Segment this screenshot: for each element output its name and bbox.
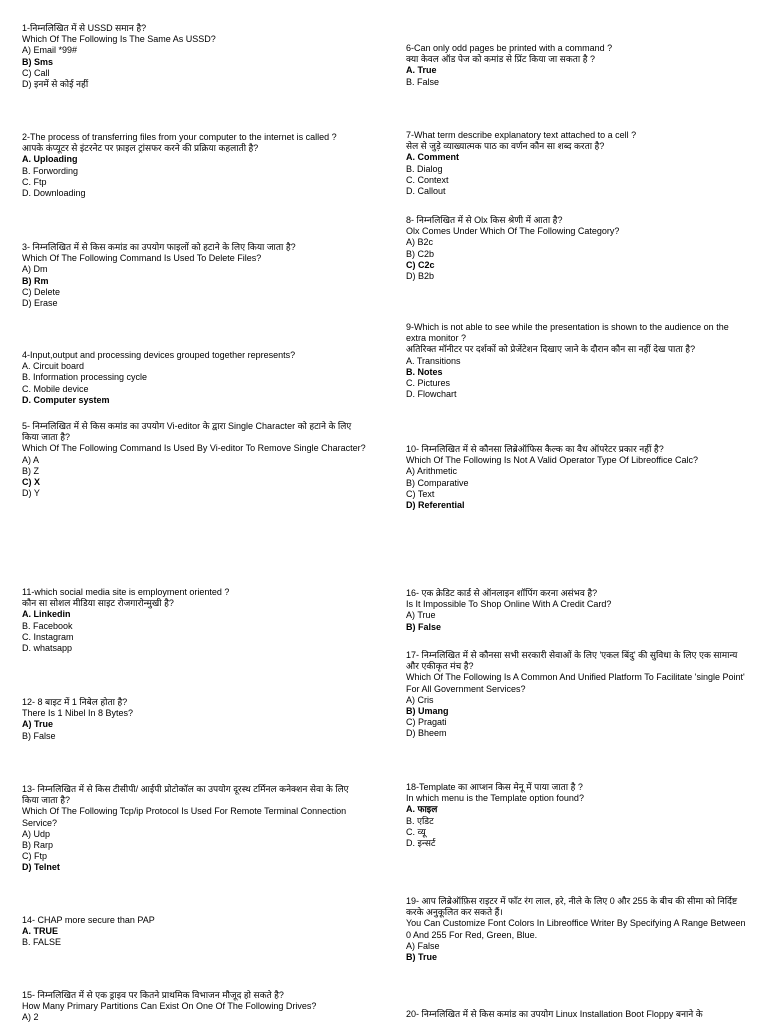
option-a: A) Arithmetic <box>406 466 458 477</box>
question-17 <box>406 650 751 740</box>
question-english: How Many Primary Partitions Can Exist On One Of The Following Drives? <box>22 1001 317 1012</box>
question-6 <box>406 43 751 88</box>
option-c: C) Ftp <box>22 851 48 862</box>
option-d: D. Downloading <box>22 188 86 199</box>
question-hindi: क्या केवल ऑड पेज को कमांड से प्रिंट किया जा सकता है ? <box>406 54 596 65</box>
option-b: B) False <box>22 730 56 741</box>
option-c: C. Mobile device <box>22 383 89 394</box>
question-hindi: 12- 8 बाइट में 1 निबेल होता है? <box>22 697 128 707</box>
question-hindi: 10- निम्नलिखित में से कौनसा लिब्रेऑफिस कैल्क का वैध ऑपरेटर प्रकार नहीं है? <box>406 444 664 454</box>
question-english: Olx Comes Under Which Of The Following Category? <box>406 226 620 237</box>
question-12 <box>22 697 367 742</box>
question-english: 2-The process of transferring files from your computer to the internet is called ? <box>22 132 337 142</box>
question-hindi: 20- निम्नलिखित में से किस कमांड का उपयोग Linux Installation Boot Floppy बनाने के <box>406 1009 703 1019</box>
option-b-correct: B) Umang <box>406 706 449 717</box>
option-c: C. व्यू <box>406 826 426 837</box>
question-hindi: 8- निम्नलिखित में से Olx किस श्रेणी में आता है? <box>406 215 563 225</box>
question-english: Which Of The Following Is The Same As USSD? <box>22 34 216 45</box>
option-c: C. Pictures <box>406 378 451 389</box>
option-c: C) Delete <box>22 286 61 297</box>
question-16 <box>406 588 751 633</box>
question-english: Which Of The Following Command Is Used To Delete Files? <box>22 253 262 264</box>
question-english: Which Of The Following Is Not A Valid Operator Type Of Libreoffice Calc? <box>406 455 698 466</box>
option-b: B. False <box>406 76 440 87</box>
question-11 <box>22 587 367 654</box>
option-d: D) B2b <box>406 271 435 282</box>
question-hindi: अतिरिक्त मॉनीटर पर दर्शकों को प्रेजेंटेशन दिखाए जाने के दौरान कौन सा नहीं देख पाता है? <box>406 344 696 355</box>
question-english: 11-which social media site is employment oriented ? <box>22 587 230 597</box>
option-d-correct: D) Telnet <box>22 862 60 873</box>
question-14 <box>22 915 367 949</box>
question-english: You Can Customize Font Colors In Libreoffice Writer By Specifying A Range Between 0 And 255 For Red, Green, Blue. <box>406 918 746 940</box>
question-1 <box>22 23 367 90</box>
option-b-correct: B) Rm <box>22 275 49 286</box>
option-c-correct: C) C2c <box>406 259 435 270</box>
question-15 <box>22 990 367 1024</box>
question-7 <box>406 130 751 197</box>
option-a-correct: A. Linkedin <box>22 609 71 620</box>
option-a: A) False <box>406 940 440 951</box>
question-hindi: 16- एक क्रेडिट कार्ड से ऑनलाइन शॉपिंग करना असंभव है? <box>406 588 598 598</box>
option-b: B. Facebook <box>22 620 73 631</box>
option-b: B) Z <box>22 465 39 476</box>
option-c: C. Context <box>406 174 449 185</box>
option-c-correct: C) X <box>22 477 40 488</box>
question-english: Which Of The Following Command Is Used By Vi-editor To Remove Single Character? <box>22 443 366 454</box>
option-d: D. whatsapp <box>22 643 73 654</box>
option-b: B) Comparative <box>406 477 469 488</box>
option-a: A) Email *99# <box>22 45 78 56</box>
option-a: A) Cris <box>406 694 434 705</box>
question-english: There Is 1 Nibel In 8 Bytes? <box>22 708 134 719</box>
option-b-correct: B) False <box>406 621 442 632</box>
option-b-correct: B) Sms <box>22 56 54 67</box>
question-hindi: सेल से जुड़े व्याख्यात्मक पाठ का वर्णन कौन सा शब्द करता है? <box>406 141 605 152</box>
option-a-correct: A. Comment <box>406 152 460 163</box>
question-hindi: 17- निम्नलिखित में से कौनसा सभी सरकारी सेवाओं के लिए 'एकल बिंदु' की सुविधा के लिए एक सामान्य और एकीकृत मंच है? <box>406 650 738 672</box>
option-d-correct: D. Computer system <box>22 394 110 405</box>
question-4 <box>22 350 367 406</box>
option-a-correct: A. TRUE <box>22 926 58 937</box>
question-20 <box>406 1009 751 1020</box>
option-d: D) Y <box>22 488 40 499</box>
option-a: A) B2c <box>406 237 434 248</box>
option-c: C. Ftp <box>22 176 47 187</box>
question-hindi: 3- निम्नलिखित में से किस कमांड का उपयोग फाइलों को हटाने के लिए किया जाता है? <box>22 242 296 252</box>
option-b: B. Information processing cycle <box>22 372 148 383</box>
question-10 <box>406 444 751 511</box>
option-b: B. एडिट <box>406 815 434 826</box>
option-d: D. इन्सर्ट <box>406 838 436 849</box>
option-b-correct: B) True <box>406 952 438 963</box>
option-a: A. Transitions <box>406 355 461 366</box>
option-d-correct: D) Referential <box>406 500 465 511</box>
option-a-correct: A. Uploading <box>22 154 78 165</box>
option-a-correct: A. फाइल <box>406 804 438 815</box>
option-a: A) Dm <box>22 264 48 275</box>
question-hindi: आपके कंप्यूटर से इंटरनेट पर फ़ाइल ट्रांसफर करने की प्रक्रिया कहलाती है? <box>22 143 259 154</box>
question-english: 14- CHAP more secure than PAP <box>22 915 155 925</box>
option-c: C) Text <box>406 488 435 499</box>
option-c: C) Pragati <box>406 717 447 728</box>
option-c: C. Instagram <box>22 631 74 642</box>
option-a: A) True <box>406 610 436 621</box>
option-a: A) Udp <box>22 828 51 839</box>
option-a: A. Circuit board <box>22 361 85 372</box>
question-english: Which Of The Following Is A Common And Unified Platform To Facilitate 'single Point' For All Government Services? <box>406 672 745 694</box>
question-hindi: 19- आप लिब्रेऑफ़िस राइटर में फॉंट रंग लाल, हरे, नीले के लिए 0 और 255 के बीच की सीमा को निर्दिष्ट करके अनुकूलित कर सकते हैं। <box>406 896 738 918</box>
question-hindi: 15- निम्नलिखित में से एक ड्राइव पर कितने प्राथमिक विभाजन मौजूद हो सकते है? <box>22 990 284 1000</box>
question-hindi: 1-निम्नलिखित में से USSD समान है? <box>22 23 147 33</box>
question-hindi: कौन सा सोशल मीडिया साइट रोजगारोन्मुखी है? <box>22 598 174 609</box>
option-c: C) Call <box>22 67 50 78</box>
option-d: D) Bheem <box>406 728 447 739</box>
option-b-correct: B. Notes <box>406 366 443 377</box>
question-19 <box>406 896 751 963</box>
question-18 <box>406 782 751 849</box>
question-english: Which Of The Following Tcp/ip Protocol Is Used For Remote Terminal Connection Service? <box>22 806 347 828</box>
question-3 <box>22 242 367 309</box>
option-b: B. FALSE <box>22 937 62 948</box>
option-a-correct: A. True <box>406 65 437 76</box>
question-english: 9-Which is not able to see while the presentation is shown to the audience on the extra monitor ? <box>406 322 729 344</box>
question-hindi: 18-Template का आप्शन किस मेनू में पाया जाता है ? <box>406 782 583 792</box>
option-a: A) 2 <box>22 1012 39 1023</box>
question-9 <box>406 322 751 400</box>
option-a-correct: A) True <box>22 719 54 730</box>
option-d: D. Callout <box>406 186 446 197</box>
option-a: A) A <box>22 454 40 465</box>
question-english: In which menu is the Template option found? <box>406 793 584 804</box>
question-13 <box>22 784 367 874</box>
option-b: B) Rarp <box>22 840 54 851</box>
question-english: 7-What term describe explanatory text attached to a cell ? <box>406 130 637 140</box>
question-5 <box>22 421 367 499</box>
question-hindi: 13- निम्नलिखित में से किस टीसीपी/ आईपी प्रोटोकॉल का उपयोग दूरस्थ टर्मिनल कनेक्शन सेवा के लिए किया जाता है? <box>22 784 349 806</box>
option-d: D) इनमें से कोई नहीं <box>22 79 89 90</box>
question-2 <box>22 132 367 199</box>
question-8 <box>406 215 751 282</box>
option-d: D. Flowchart <box>406 389 457 400</box>
option-b: B) C2b <box>406 248 435 259</box>
option-b: B. Forwording <box>22 165 79 176</box>
question-english: 6-Can only odd pages be printed with a command ? <box>406 43 613 53</box>
option-d: D) Erase <box>22 298 58 309</box>
question-english: Is It Impossible To Shop Online With A Credit Card? <box>406 599 612 610</box>
question-english: 4-Input,output and processing devices grouped together represents? <box>22 350 296 360</box>
question-hindi: 5- निम्नलिखित में से किस कमांड का उपयोग Vi-editor के द्वारा Single Character को हटाने के लिए किया जाता है? <box>22 421 352 443</box>
option-b: B. Dialog <box>406 163 443 174</box>
